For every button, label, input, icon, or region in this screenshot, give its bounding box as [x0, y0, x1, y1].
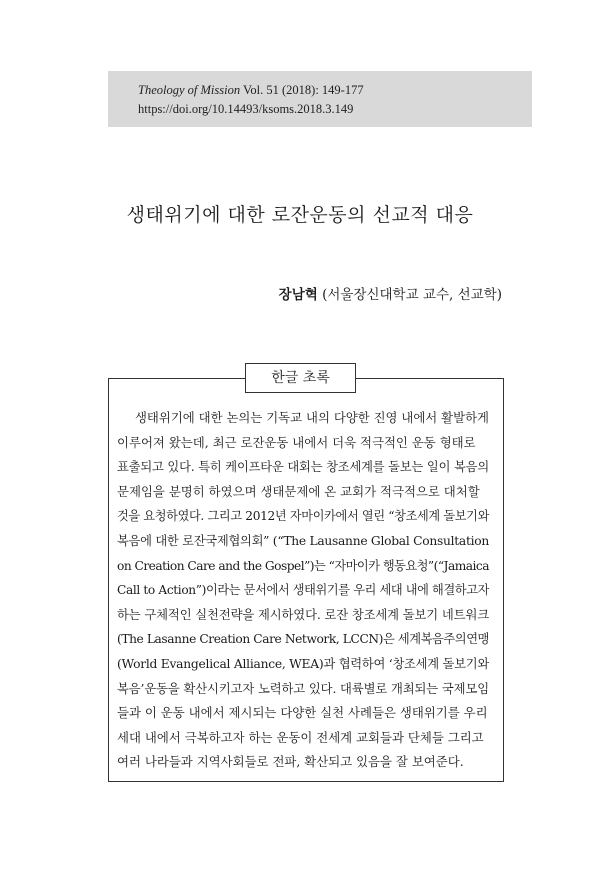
author-affiliation: (서울장신대학교 교수, 선교학)	[317, 287, 502, 303]
abstract-line: (The Lasanne Creation Care Network, LCCN)은 세계복음주의연맹	[117, 631, 489, 647]
abstract-line: 하는 구체적인 실천전략을 제시하였다. 로잔 창조세계 돌보기 네트워크	[117, 606, 490, 622]
author-name: 장남혁	[278, 287, 318, 303]
doi-link[interactable]: https://doi.org/10.14493/ksoms.2018.3.149	[138, 102, 354, 116]
abstract-text	[117, 406, 489, 775]
abstract-line: 복음에 대한 로잔국제협의회” (“The Lausanne Global Consultation	[117, 532, 489, 548]
volume-info: Vol. 51 (2018): 149-177	[240, 83, 364, 97]
abstract-line: on Creation Care and the Gospel”)는 “자마이카 행동요청”(“Jamaica	[117, 557, 489, 573]
abstract-line: 것을 요청하였다. 그리고 2012년 자마이카에서 열린 “창조세계 돌보기와	[117, 508, 490, 524]
journal-name: Theology of Mission	[138, 83, 241, 97]
paper-title: 생태위기에 대한 로잔운동의 선교적 대응	[126, 204, 474, 226]
abstract-label: 한글 초록	[245, 363, 356, 393]
abstract-line: (World Evangelical Alliance, WEA)과 협력하여 ‘창조세계 돌보기와	[117, 655, 490, 671]
abstract-line: 여러 나라들과 지역사회들로 전파, 확산되고 있음을 잘 보여준다.	[117, 754, 464, 770]
abstract-line: 문제임을 분명히 하였으며 생태문제에 온 교회가 적극적으로 대처할	[117, 483, 480, 499]
abstract-line: 세대 내에서 극복하고자 하는 운동이 전세계 교회들과 단체들 그리고	[117, 729, 484, 745]
citation-header	[108, 71, 532, 127]
citation-line	[138, 83, 364, 98]
abstract-line: 들과 이 운동 내에서 제시되는 다양한 실천 사례들은 생태위기를 우리	[117, 705, 488, 721]
abstract-line: 생태위기에 대한 논의는 기독교 내의 다양한 진영 내에서 활발하게	[134, 410, 489, 425]
abstract-line: 이루어져 왔는데, 최근 로잔운동 내에서 더욱 적극적인 운동 형태로	[117, 434, 476, 450]
abstract-line: Call to Action”)이라는 문서에서 생태위기를 우리 세대 내에 해결하고자	[117, 582, 490, 598]
author-line	[279, 283, 502, 303]
abstract-line: 표출되고 있다. 특히 케이프타운 대회는 창조세계를 돌보는 일이 복음의	[117, 459, 490, 475]
abstract-line: 복음’운동을 확산시키고자 노력하고 있다. 대륙별로 개최되는 국제모임	[117, 680, 490, 696]
